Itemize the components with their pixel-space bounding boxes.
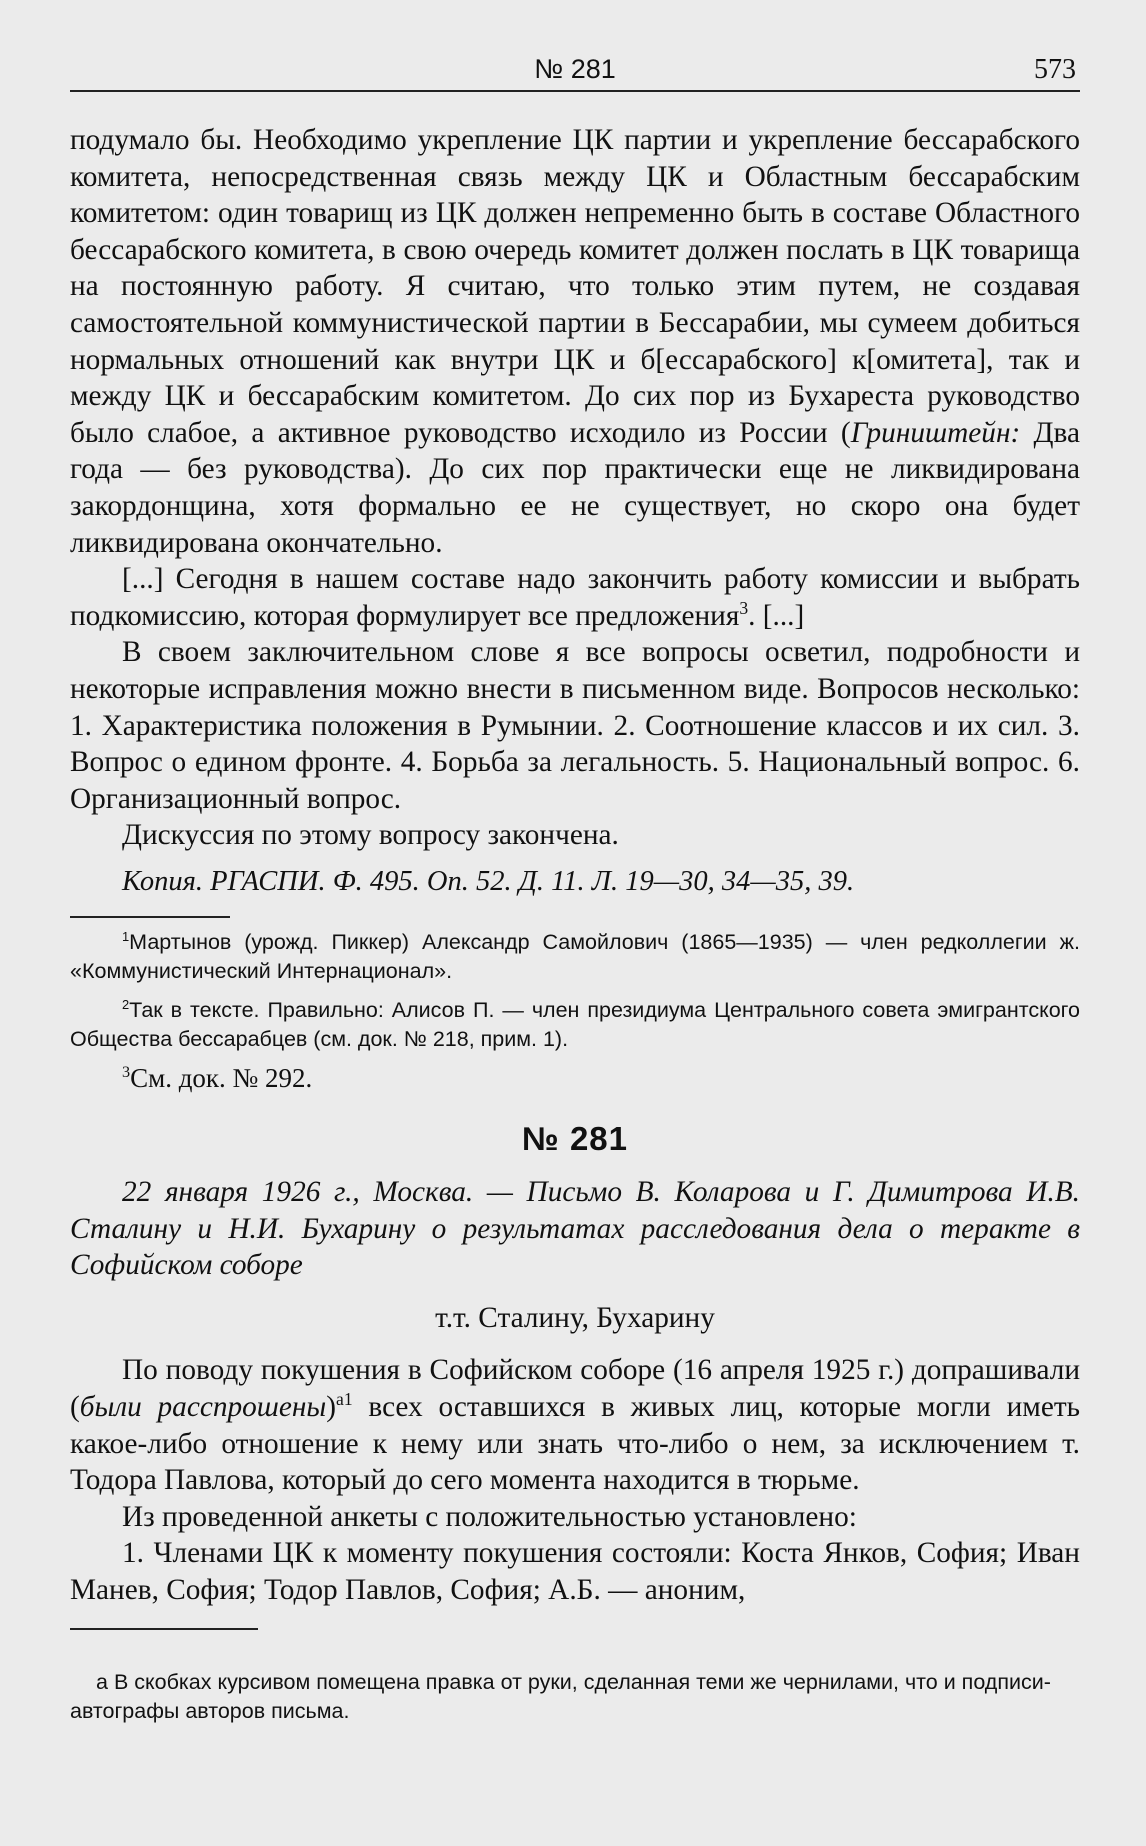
page-header <box>70 52 1080 92</box>
footnote-ref: a1 <box>336 1389 353 1410</box>
footnote-rule <box>70 916 230 918</box>
footnote: $^3$См. док. № 292. <box>122 1063 313 1094</box>
page-number: 573 <box>1034 54 1076 85</box>
addressee: т.т. Сталину, Бухарину <box>435 1301 715 1334</box>
main-text <box>70 122 1080 1609</box>
footnote-ref: 3 <box>739 597 749 618</box>
page-footnote-rule <box>70 1628 258 1630</box>
document-title: № 281 <box>521 1120 628 1158</box>
running-header-doc-number: № 281 <box>534 54 616 84</box>
footnote: $^1$Мартынов (урожд. Пиккер) Александр Самойлович (1865—1935) — член редколлегии ж. «Коммунистический Интернационал». <box>70 929 1080 984</box>
footnote: $^2$Так в тексте. Правильно: Алисов П. — член президиума Центрального совета эмигрантского Общества бессарабцев (см. док. № 218, прим. 1). <box>70 997 1080 1052</box>
header-rule <box>70 90 1080 92</box>
paragraph: По поводу покушения в Софийском соборе (16 апреля 1925 г.) допрашивали (были расспрошены)$^{a1}$ всех оставшихся в живых лиц, которые могли иметь какое-либо отношение к нему или знать что-либо о нем, за исключением т. Тодора Павлова, который до сего момента находится в тюрьме. <box>70 1354 1080 1497</box>
paragraph: В своем заключительном слове я все вопросы осветил, подробности и некоторые исправления можно внести в письменном виде. Вопросов несколько: 1. Характеристика положения в Румынии. 2. Соотношение классов и их сил. 3. Вопрос о едином фронте. 4. Борьба за легальность. 5. Национальный вопрос. 6. Организационный вопрос. <box>70 636 1080 815</box>
speaker-remark: Гриништейн: <box>850 416 1021 449</box>
footnotes <box>70 928 1080 1093</box>
paragraph: Из проведенной анкеты с положительностью установлено: <box>122 1500 857 1533</box>
archival-source: Копия. РГАСПИ. Ф. 495. Оп. 52. Д. 11. Л. 19—30, 34—35, 39. <box>122 865 855 897</box>
paragraph: [...] Сегодня в нашем составе надо закончить работу комиссии и выбрать подкомиссию, которая формулирует все предложения$^3$. [...] <box>70 563 1080 632</box>
handwritten-correction: были расспрошены <box>79 1391 327 1424</box>
continued-paragraph: подумало бы. Необходимо укрепление ЦК партии и укрепление бессарабского комитета, непосредственная связь между ЦК и Областным бессарабским комитетом: один товарищ из ЦК должен непременно быть в составе Областного бессарабского комитета, в свою очередь комитет должен послать в ЦК товарища на постоянную работу. Я считаю, что только этим путем, не создавая самостоятельной коммунистической партии в Бессарабии, мы сумеем добиться нормальных отношений как внутри ЦК и б[ессарабского] к[омитета], так и между ЦК и бессарабским комитетом. До сих пор из Бухареста руководство было слабое, а активное руководство исходило из России (Гриништейн: Два года — без руководства). До сих пор практически еще не ликвидирована закордонщина, хотя формально ее не существует, но скоро она будет ликвидирована окончательно. <box>70 124 1080 559</box>
document-annotation: 22 января 1926 г., Москва. — Письмо В. Коларова и Г. Димитрова И.В. Сталину и Н.И. Бухарину о результатах расследования дела о теракте в Софийском соборе <box>70 1176 1080 1282</box>
page-footnote: а В скобках курсивом помещена правка от руки, сделанная теми же чернилами, что и подписи-автографы авторов письма. <box>70 1669 1051 1723</box>
paragraph: Дискуссия по этому вопросу закончена. <box>122 819 619 852</box>
paragraph: 1. Членами ЦК к моменту покушения состояли: Коста Янков, София; Иван Манев, София; Тодор Павлов, София; А.Б. — аноним, <box>70 1537 1080 1606</box>
